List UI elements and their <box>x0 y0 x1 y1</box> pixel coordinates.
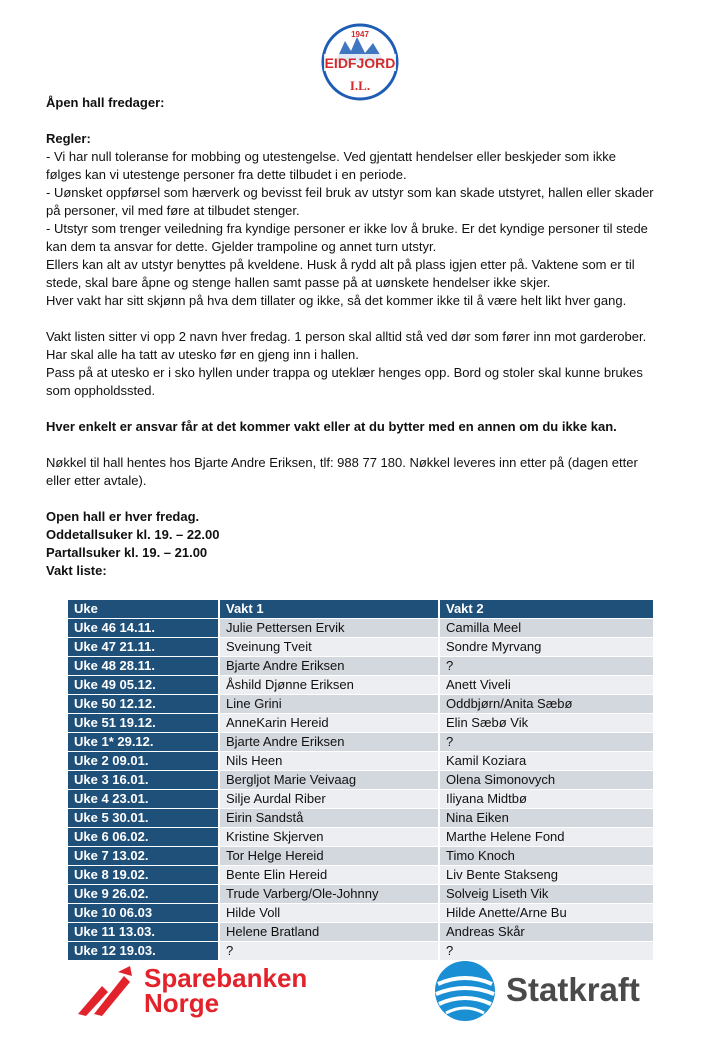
watch-info-line: Pass på at utesko er i sko hyllen under trappa og uteklær henges opp. Bord og stoler skal kunne brukes <box>46 365 643 380</box>
week-cell: Uke 47 21.11. <box>68 638 219 657</box>
watch2-cell: ? <box>439 733 653 752</box>
table-row <box>68 866 653 885</box>
watch-info-line: Vakt listen sitter vi opp 2 navn hver fredag. 1 person skal alltid stå ved dør som fører inn mot garderober. <box>46 329 647 344</box>
watch1-cell: Eirin Sandstå <box>219 809 439 828</box>
sparebanken-line2: Norge <box>144 988 220 1018</box>
watch2-cell: Liv Bente Stakseng <box>439 866 653 885</box>
watch1-cell: Nils Heen <box>219 752 439 771</box>
table-row <box>68 676 653 695</box>
watch1-cell: Bergljot Marie Veivaag <box>219 771 439 790</box>
watch2-cell: ? <box>439 657 653 676</box>
watch1-cell: AnneKarin Hereid <box>219 714 439 733</box>
watch1-cell: Silje Aurdal Riber <box>219 790 439 809</box>
watch2-cell: Camilla Meel <box>439 619 653 638</box>
watch1-cell: Hilde Voll <box>219 904 439 923</box>
watch-info-line: som oppholdssted. <box>46 383 156 398</box>
statkraft-globe-icon <box>432 958 498 1024</box>
table-row <box>68 752 653 771</box>
rules-line: - Vi har null toleranse for mobbing og utestengelse. Ved gjentatt hendelser eller beskjeder som ikke <box>46 149 616 164</box>
week-cell: Uke 9 26.02. <box>68 885 219 904</box>
watch1-cell: Julie Pettersen Ervik <box>219 619 439 638</box>
sparebanken-mark-icon <box>72 964 136 1020</box>
watch1-cell: Tor Helge Hereid <box>219 847 439 866</box>
watch-list-title: Vakt liste: <box>46 563 107 578</box>
watch2-cell: Olena Simonovych <box>439 771 653 790</box>
rules-line: - Utstyr som trenger veiledning fra kyndige personer er ikke lov å bruke. Er det kyndige personer til stede <box>46 221 648 236</box>
rules-line: følges kan vi utestenge personer fra dette tilbudet i en periode. <box>46 167 407 182</box>
watch1-cell: Line Grini <box>219 695 439 714</box>
hours-line: Partallsuker kl. 19. – 21.00 <box>46 545 208 560</box>
table-row <box>68 828 653 847</box>
watch1-cell: Bente Elin Hereid <box>219 866 439 885</box>
watch2-cell: Sondre Myrvang <box>439 638 653 657</box>
watch2-cell: Andreas Skår <box>439 923 653 942</box>
rules-line: Ellers kan alt av utstyr benyttes på kveldene. Husk å rydd alt på plass igjen etter på. Vaktene som er til <box>46 257 635 272</box>
week-cell: Uke 5 30.01. <box>68 809 219 828</box>
week-cell: Uke 8 19.02. <box>68 866 219 885</box>
watch2-cell: Elin Sæbø Vik <box>439 714 653 733</box>
rules-line: på personer, vil med føre at tilbudet stenger. <box>46 203 300 218</box>
document-body <box>46 94 676 580</box>
column-header-week: Uke <box>68 600 219 619</box>
week-cell: Uke 51 19.12. <box>68 714 219 733</box>
week-cell: Uke 2 09.01. <box>68 752 219 771</box>
column-header-watch2: Vakt 2 <box>439 600 653 619</box>
watch1-cell: Kristine Skjerven <box>219 828 439 847</box>
sparebanken-wordmark <box>144 963 308 1018</box>
sparebanken-line1: Sparebanken <box>144 963 308 993</box>
table-row <box>68 695 653 714</box>
table-row <box>68 771 653 790</box>
logo-suffix: I.L. <box>349 78 371 93</box>
rules-line: kan dem ta ansvar for dette. Gjelder trampoline og annet turn utstyr. <box>46 239 437 254</box>
table-row <box>68 638 653 657</box>
sparebanken-norge-logo <box>72 964 332 1020</box>
week-cell: Uke 50 12.12. <box>68 695 219 714</box>
table-row <box>68 619 653 638</box>
table-row <box>68 714 653 733</box>
eidfjord-il-logo <box>321 23 399 101</box>
key-info-line: eller etter avtale). <box>46 473 147 488</box>
watch2-cell: Solveig Liseth Vik <box>439 885 653 904</box>
table-row <box>68 885 653 904</box>
watch1-cell: Trude Varberg/Ole-Johnny <box>219 885 439 904</box>
week-cell: Uke 48 28.11. <box>68 657 219 676</box>
table-row <box>68 904 653 923</box>
hours-line: Open hall er hver fredag. <box>46 509 200 524</box>
watch1-cell: ? <box>219 942 439 961</box>
watch-schedule-table <box>68 600 653 961</box>
hours-line: Oddetallsuker kl. 19. – 22.00 <box>46 527 220 542</box>
week-cell: Uke 12 19.03. <box>68 942 219 961</box>
watch2-cell: Nina Eiken <box>439 809 653 828</box>
watch1-cell: Åshild Djønne Eriksen <box>219 676 439 695</box>
week-cell: Uke 10 06.03 <box>68 904 219 923</box>
rules-title: Regler: <box>46 131 91 146</box>
table-row <box>68 790 653 809</box>
table-row <box>68 809 653 828</box>
table-row <box>68 847 653 866</box>
page-heading: Åpen hall fredager: <box>46 95 165 110</box>
statkraft-wordmark: Statkraft <box>506 971 640 1008</box>
logo-year: 1947 <box>351 30 369 39</box>
week-cell: Uke 1* 29.12. <box>68 733 219 752</box>
responsibility-note: Hver enkelt er ansvar får at det kommer vakt eller at du bytter med en annen om du ikke kan. <box>46 419 617 434</box>
watch2-cell: Timo Knoch <box>439 847 653 866</box>
table-row <box>68 657 653 676</box>
watch2-cell: ? <box>439 942 653 961</box>
watch-info-line: Har skal alle ha tatt av utesko før en gjeng inn i hallen. <box>46 347 359 362</box>
watch2-cell: Marthe Helene Fond <box>439 828 653 847</box>
watch1-cell: Bjarte Andre Eriksen <box>219 657 439 676</box>
key-info-line: Nøkkel til hall hentes hos Bjarte Andre Eriksen, tlf: 988 77 180. Nøkkel leveres inn etter på (dagen etter <box>46 455 638 470</box>
week-cell: Uke 4 23.01. <box>68 790 219 809</box>
week-cell: Uke 6 06.02. <box>68 828 219 847</box>
week-cell: Uke 7 13.02. <box>68 847 219 866</box>
watch1-cell: Bjarte Andre Eriksen <box>219 733 439 752</box>
column-header-watch1: Vakt 1 <box>219 600 439 619</box>
watch2-cell: Oddbjørn/Anita Sæbø <box>439 695 653 714</box>
rules-line: stede, skal bare åpne og stenge hallen samt passe på at uønskete hendelser ikke skjer. <box>46 275 551 290</box>
table-row <box>68 923 653 942</box>
watch2-cell: Hilde Anette/Arne Bu <box>439 904 653 923</box>
statkraft-logo <box>432 958 662 1024</box>
week-cell: Uke 3 16.01. <box>68 771 219 790</box>
table-header-row <box>68 600 653 619</box>
table-row <box>68 733 653 752</box>
watch1-cell: Sveinung Tveit <box>219 638 439 657</box>
watch2-cell: Kamil Koziara <box>439 752 653 771</box>
watch1-cell: Helene Bratland <box>219 923 439 942</box>
watch2-cell: Anett Viveli <box>439 676 653 695</box>
rules-line: Hver vakt har sitt skjønn på hva dem tillater og ikke, så det kommer ikke til å være helt likt hver gang. <box>46 293 627 308</box>
week-cell: Uke 49 05.12. <box>68 676 219 695</box>
watch2-cell: Iliyana Midtbø <box>439 790 653 809</box>
logo-name: EIDFJORD <box>324 55 396 71</box>
week-cell: Uke 11 13.03. <box>68 923 219 942</box>
week-cell: Uke 46 14.11. <box>68 619 219 638</box>
rules-line: - Uønsket oppførsel som hærverk og bevisst feil bruk av utstyr som kan skade utstyret, hallen eller skader <box>46 185 654 200</box>
